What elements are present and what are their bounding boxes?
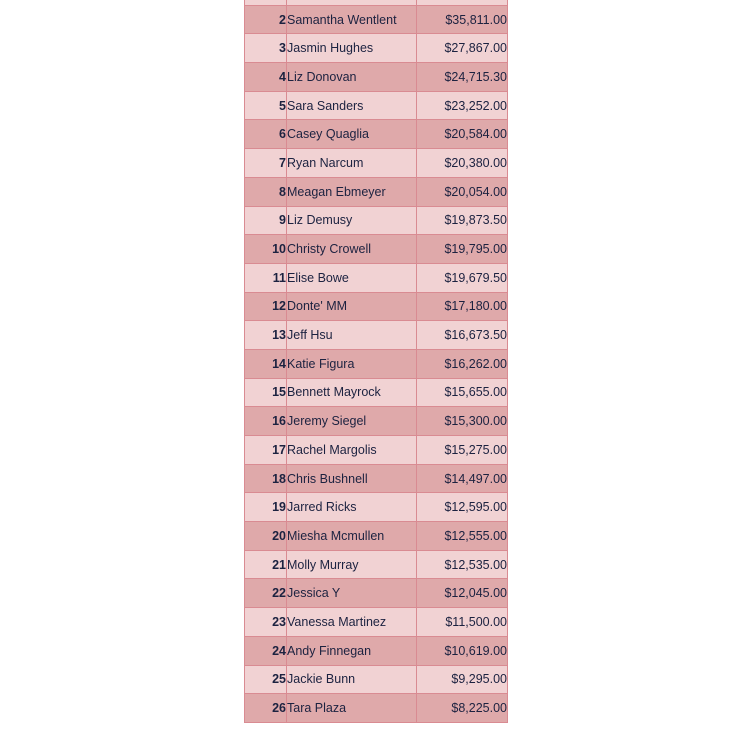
table-row: [245, 177, 508, 206]
table-row: [245, 378, 508, 407]
table-row: [245, 321, 508, 350]
rank-cell: 20: [245, 522, 287, 551]
table-row: [245, 91, 508, 120]
table-row: [245, 34, 508, 63]
name-cell: Elise Bowe: [287, 263, 417, 292]
name-cell: Meagan Ebmeyer: [287, 177, 417, 206]
amount-cell: $17,180.00: [417, 292, 508, 321]
amount-cell: $19,873.50: [417, 206, 508, 235]
amount-cell: $11,500.00: [417, 608, 508, 637]
table-row: [245, 522, 508, 551]
amount-cell: $12,555.00: [417, 522, 508, 551]
name-cell: Vanessa Martinez: [287, 608, 417, 637]
amount-cell: $15,275.00: [417, 436, 508, 465]
name-cell: Jeremy Siegel: [287, 407, 417, 436]
name-cell: Ryan Narcum: [287, 149, 417, 178]
table-row: [245, 407, 508, 436]
rank-cell: 25: [245, 665, 287, 694]
rank-cell: 14: [245, 349, 287, 378]
rank-cell: 12: [245, 292, 287, 321]
rank-cell: 16: [245, 407, 287, 436]
table-row: [245, 349, 508, 378]
name-cell: Liz Demusy: [287, 206, 417, 235]
table-row: [245, 206, 508, 235]
amount-cell: $12,045.00: [417, 579, 508, 608]
amount-cell: $23,252.00: [417, 91, 508, 120]
rank-cell: 21: [245, 550, 287, 579]
amount-cell: $20,380.00: [417, 149, 508, 178]
name-cell: Jackie Bunn: [287, 665, 417, 694]
name-cell: Jessica Y: [287, 579, 417, 608]
table-row: [245, 292, 508, 321]
table-row: [245, 579, 508, 608]
amount-cell: $15,300.00: [417, 407, 508, 436]
amount-cell: $15,655.00: [417, 378, 508, 407]
name-cell: Casey Quaglia: [287, 120, 417, 149]
leaderboard-body: [245, 0, 508, 722]
amount-cell: $16,673.50: [417, 321, 508, 350]
table-row: [245, 493, 508, 522]
amount-cell: $19,679.50: [417, 263, 508, 292]
amount-cell: $8,225.00: [417, 694, 508, 723]
name-cell: Chris Bushnell: [287, 464, 417, 493]
rank-cell: 19: [245, 493, 287, 522]
rank-cell: 2: [245, 5, 287, 34]
rank-cell: 24: [245, 636, 287, 665]
amount-cell: $9,295.00: [417, 665, 508, 694]
rank-cell: 7: [245, 149, 287, 178]
rank-cell: 13: [245, 321, 287, 350]
table-row: [245, 694, 508, 723]
rank-cell: 11: [245, 263, 287, 292]
name-cell: Molly Murray: [287, 550, 417, 579]
table-row: [245, 608, 508, 637]
rank-cell: 8: [245, 177, 287, 206]
table-row: [245, 235, 508, 264]
table-row: [245, 263, 508, 292]
amount-cell: $35,811.00: [417, 5, 508, 34]
rank-cell: 5: [245, 91, 287, 120]
table-row: [245, 665, 508, 694]
amount-cell: $24,715.30: [417, 63, 508, 92]
rank-cell: 26: [245, 694, 287, 723]
name-cell: Jasmin Hughes: [287, 34, 417, 63]
rank-cell: 15: [245, 378, 287, 407]
rank-cell: 18: [245, 464, 287, 493]
name-cell: Jarred Ricks: [287, 493, 417, 522]
table-row: [245, 120, 508, 149]
table-row: [245, 5, 508, 34]
rank-cell: 4: [245, 63, 287, 92]
rank-cell: 9: [245, 206, 287, 235]
name-cell: Katie Figura: [287, 349, 417, 378]
name-cell: Christy Crowell: [287, 235, 417, 264]
amount-cell: $14,497.00: [417, 464, 508, 493]
name-cell: Jeff Hsu: [287, 321, 417, 350]
name-cell: Andy Finnegan: [287, 636, 417, 665]
amount-cell: $16,262.00: [417, 349, 508, 378]
name-cell: Donte' MM: [287, 292, 417, 321]
amount-cell: $10,619.00: [417, 636, 508, 665]
name-cell: Rachel Margolis: [287, 436, 417, 465]
amount-cell: $19,795.00: [417, 235, 508, 264]
table-row: [245, 550, 508, 579]
name-cell: Liz Donovan: [287, 63, 417, 92]
table-row: [245, 464, 508, 493]
rank-cell: 17: [245, 436, 287, 465]
amount-cell: $12,595.00: [417, 493, 508, 522]
leaderboard-container: [244, 0, 507, 723]
name-cell: Bennett Mayrock: [287, 378, 417, 407]
amount-cell: $27,867.00: [417, 34, 508, 63]
table-row: [245, 149, 508, 178]
name-cell: Sara Sanders: [287, 91, 417, 120]
amount-cell: $20,584.00: [417, 120, 508, 149]
table-row: [245, 63, 508, 92]
table-row: [245, 636, 508, 665]
amount-cell: $12,535.00: [417, 550, 508, 579]
rank-cell: 23: [245, 608, 287, 637]
name-cell: Miesha Mcmullen: [287, 522, 417, 551]
table-row: [245, 436, 508, 465]
rank-cell: 10: [245, 235, 287, 264]
rank-cell: 3: [245, 34, 287, 63]
amount-cell: $20,054.00: [417, 177, 508, 206]
name-cell: Tara Plaza: [287, 694, 417, 723]
name-cell: Samantha Wentlent: [287, 5, 417, 34]
rank-cell: 6: [245, 120, 287, 149]
leaderboard-table: [244, 0, 508, 723]
rank-cell: 22: [245, 579, 287, 608]
